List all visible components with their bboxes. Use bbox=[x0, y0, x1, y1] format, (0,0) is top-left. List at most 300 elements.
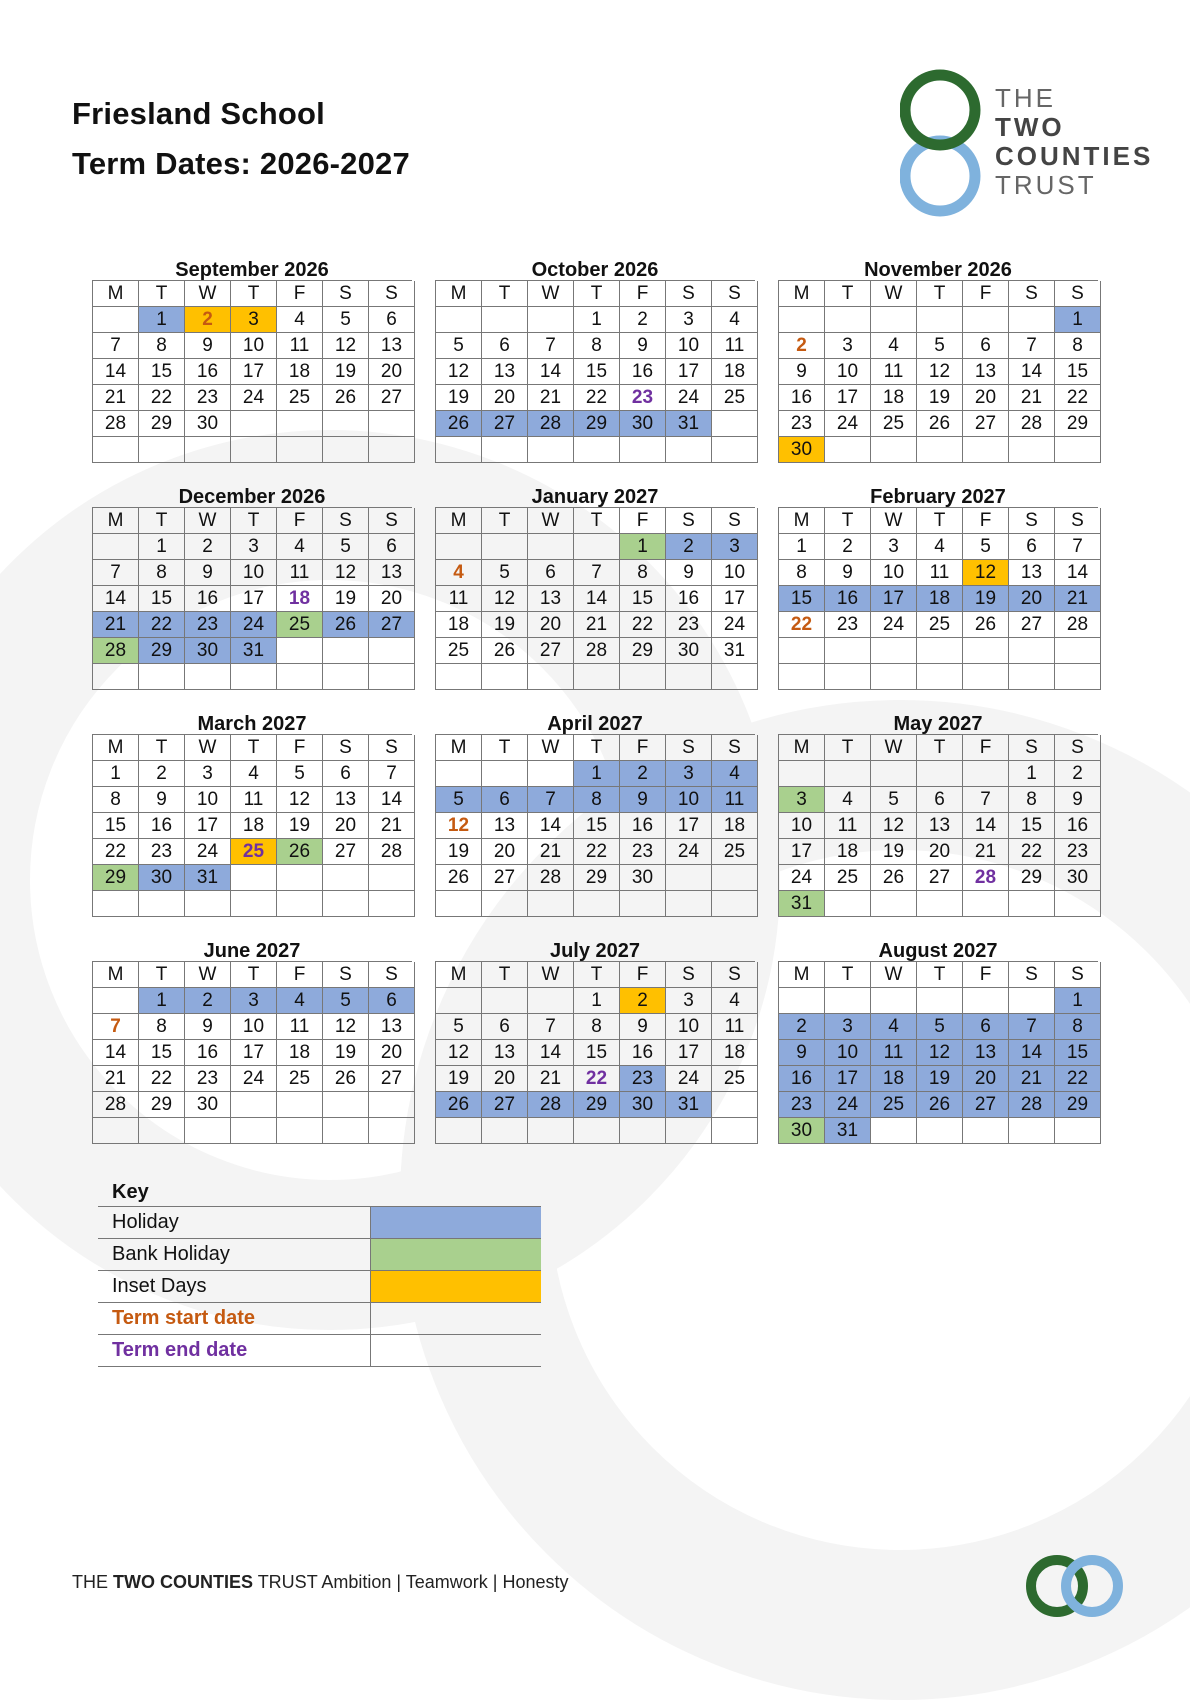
day-cell: 26 bbox=[436, 1092, 482, 1118]
day-cell: 25 bbox=[277, 1066, 323, 1092]
day-cell: 30 bbox=[185, 411, 231, 437]
logo-word-two: TWO bbox=[995, 112, 1065, 142]
day-cell: 22 bbox=[779, 612, 825, 638]
empty-cell bbox=[482, 891, 528, 917]
day-cell: 9 bbox=[139, 787, 185, 813]
day-cell: 11 bbox=[277, 560, 323, 586]
day-cell: 14 bbox=[93, 1040, 139, 1066]
day-cell: 9 bbox=[779, 359, 825, 385]
day-header: T bbox=[825, 735, 871, 761]
day-cell: 5 bbox=[323, 307, 369, 333]
day-cell: 25 bbox=[712, 839, 758, 865]
empty-cell bbox=[666, 891, 712, 917]
key-row-term-start bbox=[98, 1303, 541, 1335]
day-cell: 6 bbox=[482, 1014, 528, 1040]
empty-cell bbox=[482, 437, 528, 463]
day-cell: 23 bbox=[1055, 839, 1101, 865]
day-cell: 26 bbox=[917, 1092, 963, 1118]
day-cell: 18 bbox=[871, 385, 917, 411]
day-header: W bbox=[528, 962, 574, 988]
day-cell: 17 bbox=[231, 586, 277, 612]
empty-cell bbox=[574, 534, 620, 560]
day-cell: 1 bbox=[1055, 988, 1101, 1014]
day-cell: 17 bbox=[712, 586, 758, 612]
day-cell: 2 bbox=[185, 534, 231, 560]
day-cell: 9 bbox=[620, 333, 666, 359]
month-10 bbox=[435, 937, 758, 1144]
month-grid bbox=[778, 508, 1101, 690]
day-cell: 16 bbox=[779, 385, 825, 411]
empty-cell bbox=[482, 307, 528, 333]
key-label-term-start: Term start date bbox=[98, 1303, 371, 1335]
day-cell: 7 bbox=[1009, 1014, 1055, 1040]
day-cell: 15 bbox=[139, 359, 185, 385]
empty-cell bbox=[369, 1092, 415, 1118]
day-cell: 7 bbox=[369, 761, 415, 787]
day-cell: 17 bbox=[185, 813, 231, 839]
day-cell: 13 bbox=[482, 359, 528, 385]
empty-cell bbox=[139, 437, 185, 463]
day-cell: 24 bbox=[666, 385, 712, 411]
day-cell: 2 bbox=[620, 761, 666, 787]
day-cell: 11 bbox=[231, 787, 277, 813]
empty-cell bbox=[528, 534, 574, 560]
day-cell: 10 bbox=[712, 560, 758, 586]
day-cell: 25 bbox=[712, 1066, 758, 1092]
day-cell: 23 bbox=[666, 612, 712, 638]
day-cell: 18 bbox=[436, 612, 482, 638]
month-3 bbox=[92, 483, 415, 690]
empty-cell bbox=[666, 865, 712, 891]
empty-cell bbox=[323, 1118, 369, 1144]
empty-cell bbox=[185, 1118, 231, 1144]
day-cell: 18 bbox=[917, 586, 963, 612]
empty-cell bbox=[528, 891, 574, 917]
empty-cell bbox=[1009, 891, 1055, 917]
empty-cell bbox=[871, 638, 917, 664]
empty-cell bbox=[528, 307, 574, 333]
day-cell: 8 bbox=[139, 333, 185, 359]
day-cell: 31 bbox=[666, 1092, 712, 1118]
empty-cell bbox=[1009, 1118, 1055, 1144]
day-cell: 30 bbox=[185, 638, 231, 664]
empty-cell bbox=[369, 638, 415, 664]
day-cell: 5 bbox=[436, 1014, 482, 1040]
day-cell: 29 bbox=[93, 865, 139, 891]
key-row-term-end bbox=[98, 1335, 541, 1367]
day-cell: 6 bbox=[482, 333, 528, 359]
month-grid bbox=[778, 962, 1101, 1144]
day-cell: 24 bbox=[666, 1066, 712, 1092]
day-cell: 13 bbox=[963, 359, 1009, 385]
empty-cell bbox=[779, 664, 825, 690]
day-cell: 19 bbox=[323, 586, 369, 612]
day-cell: 10 bbox=[825, 359, 871, 385]
empty-cell bbox=[277, 437, 323, 463]
day-header: T bbox=[482, 508, 528, 534]
empty-cell bbox=[574, 891, 620, 917]
empty-cell bbox=[963, 988, 1009, 1014]
empty-cell bbox=[482, 988, 528, 1014]
day-cell: 11 bbox=[712, 1014, 758, 1040]
empty-cell bbox=[1009, 307, 1055, 333]
empty-cell bbox=[528, 761, 574, 787]
day-cell: 15 bbox=[139, 586, 185, 612]
empty-cell bbox=[871, 1118, 917, 1144]
empty-cell bbox=[369, 664, 415, 690]
day-cell: 31 bbox=[231, 638, 277, 664]
day-header: W bbox=[871, 281, 917, 307]
day-cell: 3 bbox=[712, 534, 758, 560]
day-cell: 8 bbox=[1055, 1014, 1101, 1040]
day-cell: 5 bbox=[963, 534, 1009, 560]
key-swatch-term-end bbox=[371, 1335, 542, 1367]
day-cell: 1 bbox=[139, 307, 185, 333]
day-cell: 28 bbox=[1009, 1092, 1055, 1118]
day-cell: 10 bbox=[231, 1014, 277, 1040]
day-cell: 30 bbox=[666, 638, 712, 664]
day-cell: 27 bbox=[1009, 612, 1055, 638]
empty-cell bbox=[871, 761, 917, 787]
day-cell: 21 bbox=[528, 385, 574, 411]
day-cell: 9 bbox=[1055, 787, 1101, 813]
day-cell: 23 bbox=[620, 1066, 666, 1092]
day-cell: 26 bbox=[323, 612, 369, 638]
empty-cell bbox=[779, 761, 825, 787]
day-header: S bbox=[1055, 281, 1101, 307]
day-cell: 20 bbox=[482, 839, 528, 865]
day-cell: 21 bbox=[1055, 586, 1101, 612]
empty-cell bbox=[93, 664, 139, 690]
day-cell: 23 bbox=[779, 1092, 825, 1118]
day-cell: 26 bbox=[277, 839, 323, 865]
empty-cell bbox=[963, 664, 1009, 690]
day-cell: 7 bbox=[963, 787, 1009, 813]
day-cell: 1 bbox=[574, 307, 620, 333]
day-header: M bbox=[436, 962, 482, 988]
day-cell: 5 bbox=[436, 787, 482, 813]
day-cell: 12 bbox=[436, 1040, 482, 1066]
day-header: T bbox=[231, 962, 277, 988]
day-cell: 9 bbox=[825, 560, 871, 586]
day-cell: 19 bbox=[871, 839, 917, 865]
day-cell: 3 bbox=[231, 988, 277, 1014]
day-cell: 22 bbox=[1009, 839, 1055, 865]
day-header: T bbox=[482, 735, 528, 761]
empty-cell bbox=[1009, 988, 1055, 1014]
day-cell: 22 bbox=[1055, 1066, 1101, 1092]
day-cell: 25 bbox=[871, 1092, 917, 1118]
day-cell: 3 bbox=[231, 534, 277, 560]
day-cell: 30 bbox=[1055, 865, 1101, 891]
day-cell: 4 bbox=[712, 307, 758, 333]
day-header: S bbox=[666, 281, 712, 307]
day-cell: 29 bbox=[574, 1092, 620, 1118]
day-cell: 12 bbox=[963, 560, 1009, 586]
day-cell: 2 bbox=[620, 307, 666, 333]
day-cell: 4 bbox=[277, 307, 323, 333]
month-grid bbox=[92, 281, 415, 463]
empty-cell bbox=[963, 1118, 1009, 1144]
day-header: M bbox=[779, 281, 825, 307]
month-grid bbox=[92, 735, 415, 917]
day-header: W bbox=[871, 735, 917, 761]
day-cell: 9 bbox=[620, 1014, 666, 1040]
day-cell: 29 bbox=[1055, 411, 1101, 437]
day-cell: 21 bbox=[1009, 385, 1055, 411]
day-cell: 14 bbox=[528, 359, 574, 385]
month-9 bbox=[92, 937, 415, 1144]
day-cell: 22 bbox=[574, 1066, 620, 1092]
day-cell: 17 bbox=[231, 1040, 277, 1066]
empty-cell bbox=[277, 1118, 323, 1144]
day-header: F bbox=[620, 962, 666, 988]
day-cell: 30 bbox=[779, 437, 825, 463]
day-cell: 20 bbox=[482, 1066, 528, 1092]
day-cell: 16 bbox=[185, 359, 231, 385]
empty-cell bbox=[712, 664, 758, 690]
day-cell: 16 bbox=[666, 586, 712, 612]
day-header: S bbox=[1055, 962, 1101, 988]
month-6 bbox=[92, 710, 415, 917]
day-cell: 2 bbox=[185, 988, 231, 1014]
day-cell: 12 bbox=[917, 359, 963, 385]
day-cell: 24 bbox=[666, 839, 712, 865]
empty-cell bbox=[1009, 638, 1055, 664]
day-cell: 19 bbox=[323, 359, 369, 385]
empty-cell bbox=[482, 534, 528, 560]
day-header: S bbox=[712, 962, 758, 988]
day-cell: 16 bbox=[139, 813, 185, 839]
empty-cell bbox=[93, 891, 139, 917]
day-cell: 11 bbox=[712, 333, 758, 359]
day-header: S bbox=[666, 962, 712, 988]
day-cell: 20 bbox=[963, 385, 1009, 411]
empty-cell bbox=[871, 664, 917, 690]
month-5 bbox=[778, 483, 1101, 690]
day-header: W bbox=[185, 962, 231, 988]
footer-post: TRUST Ambition | Teamwork | Honesty bbox=[253, 1572, 569, 1592]
day-cell: 8 bbox=[139, 1014, 185, 1040]
day-cell: 3 bbox=[825, 1014, 871, 1040]
footer-pre: THE bbox=[72, 1572, 114, 1592]
day-cell: 9 bbox=[620, 787, 666, 813]
key-table bbox=[98, 1206, 541, 1367]
day-cell: 12 bbox=[871, 813, 917, 839]
day-cell: 12 bbox=[436, 813, 482, 839]
empty-cell bbox=[963, 638, 1009, 664]
day-cell: 28 bbox=[963, 865, 1009, 891]
day-cell: 31 bbox=[185, 865, 231, 891]
day-cell: 4 bbox=[436, 560, 482, 586]
day-cell: 20 bbox=[369, 1040, 415, 1066]
day-cell: 20 bbox=[323, 813, 369, 839]
empty-cell bbox=[620, 1118, 666, 1144]
day-cell: 25 bbox=[712, 385, 758, 411]
empty-cell bbox=[1055, 437, 1101, 463]
day-cell: 15 bbox=[1055, 1040, 1101, 1066]
empty-cell bbox=[712, 891, 758, 917]
day-cell: 11 bbox=[871, 359, 917, 385]
day-cell: 23 bbox=[185, 385, 231, 411]
day-cell: 14 bbox=[369, 787, 415, 813]
empty-cell bbox=[917, 1118, 963, 1144]
empty-cell bbox=[712, 437, 758, 463]
day-cell: 15 bbox=[779, 586, 825, 612]
day-cell: 29 bbox=[139, 411, 185, 437]
day-cell: 10 bbox=[231, 560, 277, 586]
day-cell: 13 bbox=[963, 1040, 1009, 1066]
empty-cell bbox=[779, 307, 825, 333]
empty-cell bbox=[231, 1092, 277, 1118]
day-header: S bbox=[1009, 962, 1055, 988]
day-header: M bbox=[436, 508, 482, 534]
empty-cell bbox=[825, 307, 871, 333]
day-cell: 28 bbox=[93, 1092, 139, 1118]
day-cell: 28 bbox=[528, 411, 574, 437]
day-cell: 23 bbox=[620, 385, 666, 411]
month-title: July 2027 bbox=[435, 937, 755, 962]
empty-cell bbox=[436, 307, 482, 333]
day-cell: 31 bbox=[779, 891, 825, 917]
day-header: S bbox=[323, 508, 369, 534]
empty-cell bbox=[185, 664, 231, 690]
day-cell: 23 bbox=[825, 612, 871, 638]
empty-cell bbox=[369, 865, 415, 891]
day-cell: 6 bbox=[482, 787, 528, 813]
day-cell: 16 bbox=[620, 1040, 666, 1066]
key-title: Key bbox=[112, 1181, 149, 1203]
day-cell: 17 bbox=[825, 385, 871, 411]
empty-cell bbox=[712, 411, 758, 437]
day-cell: 22 bbox=[139, 612, 185, 638]
day-cell: 9 bbox=[185, 560, 231, 586]
day-cell: 4 bbox=[871, 333, 917, 359]
empty-cell bbox=[323, 638, 369, 664]
footer-logo-icon bbox=[1022, 1553, 1127, 1618]
month-0 bbox=[92, 256, 415, 463]
day-cell: 15 bbox=[620, 586, 666, 612]
day-cell: 23 bbox=[185, 612, 231, 638]
day-cell: 22 bbox=[139, 1066, 185, 1092]
day-cell: 10 bbox=[825, 1040, 871, 1066]
day-cell: 7 bbox=[1055, 534, 1101, 560]
key-swatch-bank-holiday bbox=[371, 1239, 542, 1271]
day-cell: 20 bbox=[917, 839, 963, 865]
day-cell: 16 bbox=[825, 586, 871, 612]
empty-cell bbox=[323, 891, 369, 917]
key-label-inset-days: Inset Days bbox=[98, 1271, 371, 1303]
day-cell: 25 bbox=[231, 839, 277, 865]
day-header: M bbox=[779, 508, 825, 534]
day-cell: 7 bbox=[1009, 333, 1055, 359]
day-cell: 4 bbox=[277, 534, 323, 560]
day-cell: 23 bbox=[779, 411, 825, 437]
empty-cell bbox=[620, 891, 666, 917]
day-cell: 24 bbox=[779, 865, 825, 891]
day-header: M bbox=[93, 281, 139, 307]
logo-text bbox=[995, 84, 1153, 200]
empty-cell bbox=[528, 988, 574, 1014]
empty-cell bbox=[436, 891, 482, 917]
empty-cell bbox=[620, 437, 666, 463]
empty-cell bbox=[93, 534, 139, 560]
day-cell: 18 bbox=[825, 839, 871, 865]
day-cell: 1 bbox=[574, 988, 620, 1014]
day-header: S bbox=[712, 281, 758, 307]
day-cell: 19 bbox=[323, 1040, 369, 1066]
day-cell: 21 bbox=[93, 385, 139, 411]
day-cell: 29 bbox=[1009, 865, 1055, 891]
day-cell: 12 bbox=[917, 1040, 963, 1066]
day-header: S bbox=[712, 735, 758, 761]
empty-cell bbox=[528, 437, 574, 463]
empty-cell bbox=[369, 437, 415, 463]
day-cell: 8 bbox=[574, 333, 620, 359]
day-cell: 17 bbox=[779, 839, 825, 865]
day-cell: 5 bbox=[482, 560, 528, 586]
day-cell: 6 bbox=[528, 560, 574, 586]
day-cell: 24 bbox=[231, 1066, 277, 1092]
empty-cell bbox=[369, 1118, 415, 1144]
day-cell: 27 bbox=[917, 865, 963, 891]
day-cell: 18 bbox=[871, 1066, 917, 1092]
empty-cell bbox=[277, 664, 323, 690]
day-cell: 30 bbox=[779, 1118, 825, 1144]
day-cell: 27 bbox=[528, 638, 574, 664]
day-header: T bbox=[917, 281, 963, 307]
month-title: December 2026 bbox=[92, 483, 412, 508]
day-header: M bbox=[93, 735, 139, 761]
day-cell: 6 bbox=[369, 307, 415, 333]
month-title: April 2027 bbox=[435, 710, 755, 735]
empty-cell bbox=[482, 664, 528, 690]
month-title: October 2026 bbox=[435, 256, 755, 281]
empty-cell bbox=[93, 437, 139, 463]
empty-cell bbox=[871, 988, 917, 1014]
day-header: F bbox=[963, 281, 1009, 307]
day-cell: 27 bbox=[369, 385, 415, 411]
empty-cell bbox=[277, 411, 323, 437]
day-cell: 18 bbox=[712, 1040, 758, 1066]
day-cell: 2 bbox=[825, 534, 871, 560]
day-cell: 2 bbox=[139, 761, 185, 787]
empty-cell bbox=[963, 437, 1009, 463]
day-cell: 20 bbox=[369, 359, 415, 385]
day-header: T bbox=[139, 508, 185, 534]
day-cell: 17 bbox=[231, 359, 277, 385]
key-row-inset-days bbox=[98, 1271, 541, 1303]
day-cell: 11 bbox=[712, 787, 758, 813]
empty-cell bbox=[825, 988, 871, 1014]
day-cell: 13 bbox=[482, 1040, 528, 1066]
day-cell: 16 bbox=[185, 1040, 231, 1066]
day-cell: 21 bbox=[528, 1066, 574, 1092]
day-cell: 29 bbox=[139, 638, 185, 664]
day-cell: 29 bbox=[1055, 1092, 1101, 1118]
day-header: F bbox=[620, 281, 666, 307]
day-cell: 12 bbox=[482, 586, 528, 612]
day-cell: 8 bbox=[574, 787, 620, 813]
empty-cell bbox=[277, 1092, 323, 1118]
day-cell: 18 bbox=[712, 813, 758, 839]
day-cell: 13 bbox=[369, 333, 415, 359]
day-cell: 28 bbox=[369, 839, 415, 865]
day-cell: 1 bbox=[1009, 761, 1055, 787]
day-cell: 25 bbox=[277, 385, 323, 411]
day-cell: 26 bbox=[482, 638, 528, 664]
empty-cell bbox=[231, 891, 277, 917]
